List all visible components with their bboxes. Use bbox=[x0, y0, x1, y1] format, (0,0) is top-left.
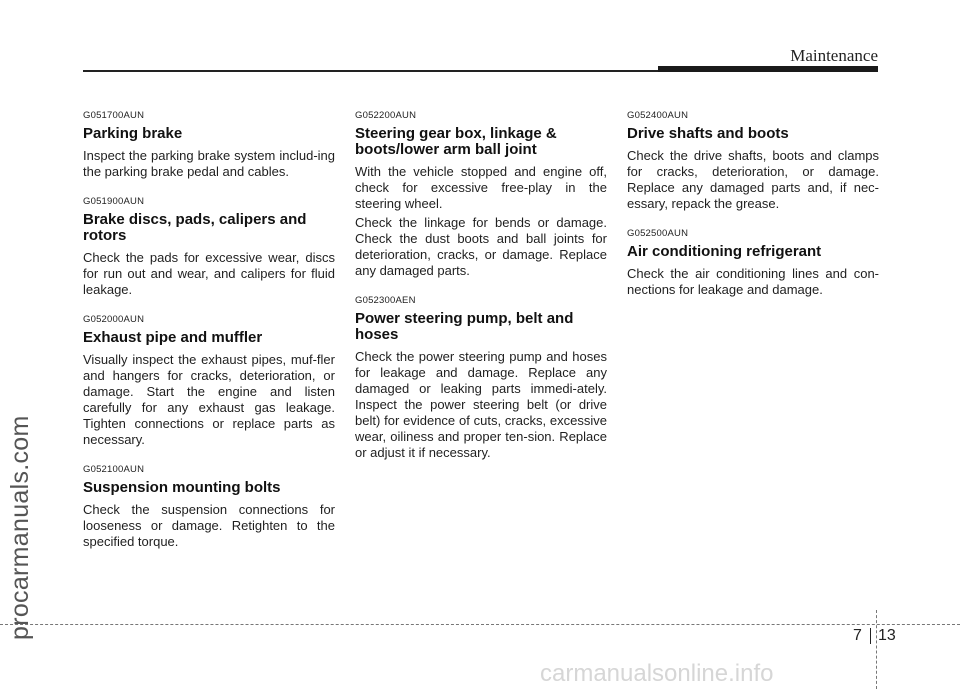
section-heading: Drive shafts and boots bbox=[627, 125, 789, 142]
section-paragraph: Check the power steering pump and hoses for leakage and damage. Replace any damaged or leaking parts immedi-ately. Inspect the power steering belt (or drive belt) for evidence of cuts, cracks, excessive wear, oiliness and proper ten-sion. Replace or adjust it if necessary. bbox=[355, 349, 607, 460]
section-heading: Parking brake bbox=[83, 125, 183, 142]
section-heading: Power steering pump, belt and hoses bbox=[355, 310, 574, 343]
section-heading: Air conditioning refrigerant bbox=[627, 243, 822, 260]
footer-vertical-dashed-rule bbox=[876, 610, 877, 689]
section-code: G051900AUN bbox=[83, 196, 145, 207]
section-heading: Suspension mounting bolts bbox=[83, 479, 281, 496]
section-code: G051700AUN bbox=[83, 110, 145, 121]
side-watermark: procarmanuals.com bbox=[6, 415, 34, 640]
header-rule bbox=[83, 70, 658, 72]
section-code: G052100AUN bbox=[83, 464, 145, 475]
section-paragraph: Inspect the parking brake system includ-ing the parking brake pedal and cables. bbox=[83, 148, 335, 179]
section-code: G052400AUN bbox=[627, 110, 689, 121]
content-column-2 bbox=[355, 110, 607, 477]
section-code: G052200AUN bbox=[355, 110, 417, 121]
page-header-title: Maintenance bbox=[790, 46, 878, 65]
section-heading: Brake discs, pads, calipers and rotors bbox=[83, 211, 307, 244]
section-code: G052500AUN bbox=[627, 228, 689, 239]
section-code: G052000AUN bbox=[83, 314, 145, 325]
section-paragraph: Check the pads for excessive wear, discs for run out and wear, and calipers for fluid leakage. bbox=[83, 250, 335, 297]
section-steering-gear bbox=[355, 110, 607, 279]
section-drive-shafts bbox=[627, 110, 879, 212]
footer-dashed-rule bbox=[0, 624, 960, 625]
section-power-steering bbox=[355, 295, 607, 461]
section-paragraph: Check the suspension connections for looseness or damage. Retighten to the specified torque. bbox=[83, 502, 335, 549]
section-brake-discs bbox=[83, 196, 335, 298]
section-heading: Steering gear box, linkage & boots/lower arm ball joint bbox=[355, 125, 557, 158]
section-paragraph: Visually inspect the exhaust pipes, muf-fler and hangers for cracks, deterioration, or damage. Start the engine and listen carefully for any exhaust gas leakage. Tighten connections or replace parts as necessary. bbox=[83, 352, 335, 447]
section-paragraph: Check the linkage for bends or damage. Check the dust boots and ball joints for deterioration, cracks, or damage. Replace any damaged parts. bbox=[355, 215, 607, 278]
content-column-3 bbox=[627, 110, 879, 314]
section-paragraph: With the vehicle stopped and engine off, check for excessive free-play in the steering wheel. bbox=[355, 164, 607, 211]
header-bar bbox=[658, 66, 878, 72]
section-parking-brake bbox=[83, 110, 335, 180]
section-ac-refrigerant bbox=[627, 228, 879, 298]
chapter-number: 7 bbox=[853, 627, 862, 644]
page-number: 13 bbox=[878, 627, 896, 644]
content-column-1 bbox=[83, 110, 335, 566]
section-exhaust-pipe bbox=[83, 314, 335, 448]
section-code: G052300AEN bbox=[355, 295, 416, 306]
page-number-divider bbox=[870, 628, 871, 644]
section-suspension-bolts bbox=[83, 464, 335, 550]
section-paragraph: Check the drive shafts, boots and clamps for cracks, deterioration, or damage. Replace any damaged parts and, if nec-essary, repack the grease. bbox=[627, 148, 879, 211]
bottom-watermark: carmanualsonline.info bbox=[540, 660, 774, 687]
section-heading: Exhaust pipe and muffler bbox=[83, 329, 263, 346]
section-paragraph: Check the air conditioning lines and con-nections for leakage and damage. bbox=[627, 266, 879, 297]
